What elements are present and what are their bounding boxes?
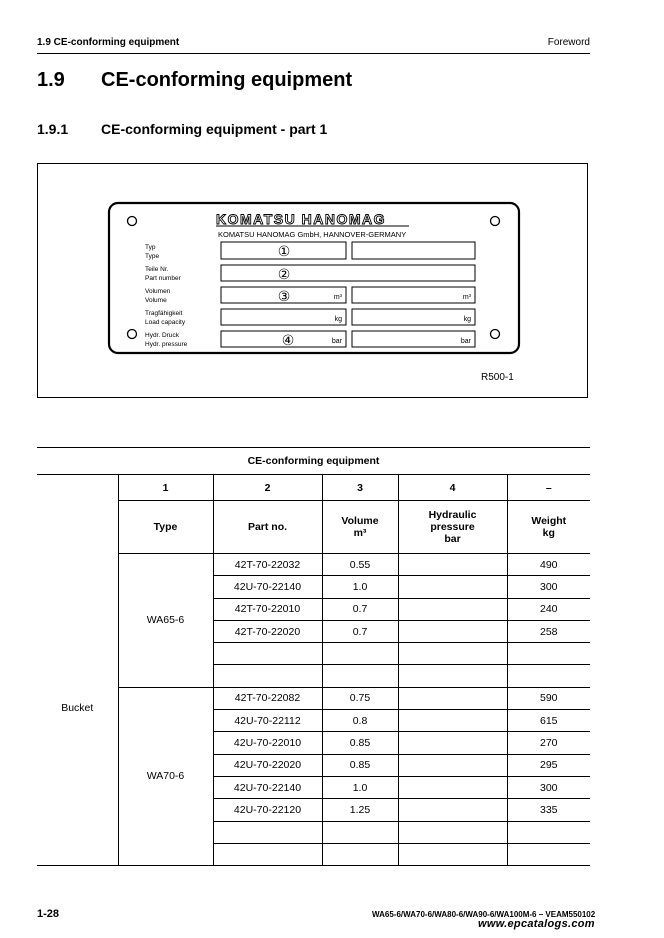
table-cell: 240 [507, 598, 590, 620]
table-cell: 590 [507, 687, 590, 709]
plate-label-en: Part number [145, 275, 181, 282]
plate-label-de: Volumen [145, 288, 171, 295]
table-cell [398, 821, 507, 843]
table-cell: 42U-70-22140 [213, 576, 322, 598]
plate-label-de: Hydr. Druck [145, 332, 179, 339]
table-cell [398, 687, 507, 709]
table-cell [322, 843, 398, 865]
page-number: 1-28 [37, 908, 60, 920]
plate-maker: KOMATSU HANOMAG GmbH, HANNOVER-GERMANY [218, 230, 407, 239]
figure-frame [37, 163, 588, 398]
table-cell: 42U-70-22120 [213, 799, 322, 821]
table-cell [398, 620, 507, 642]
column-header-row [37, 501, 590, 554]
table-title: CE-conforming equipment [37, 448, 590, 475]
plate-label-de: Typ [145, 244, 156, 251]
type-cell: WA70-6 [118, 687, 213, 865]
table-cell: 1.0 [322, 776, 398, 798]
table-cell: 0.85 [322, 754, 398, 776]
table-cell: 0.55 [322, 554, 398, 576]
table-cell [398, 710, 507, 732]
section-number: 1.9 [37, 69, 65, 91]
table-cell [398, 554, 507, 576]
plate-brand-logo: KOMATSU HANOMAG [216, 211, 387, 227]
plate-unit: m³ [333, 294, 342, 301]
table-cell [507, 843, 590, 865]
column-number: – [507, 475, 590, 501]
table-cell: 270 [507, 732, 590, 754]
column-header: Type [118, 501, 213, 554]
table-cell: 490 [507, 554, 590, 576]
table-cell: 295 [507, 754, 590, 776]
subsection-number: 1.9.1 [37, 121, 69, 137]
table-cell: 615 [507, 710, 590, 732]
column-header: Volume m³ [322, 501, 398, 554]
table-cell: 42T-70-22020 [213, 620, 322, 642]
table-cell [322, 643, 398, 665]
category-cell [37, 475, 118, 866]
table-cell: 0.7 [322, 620, 398, 642]
plate-marker: ② [277, 266, 291, 282]
table-cell: 42U-70-22020 [213, 754, 322, 776]
table-cell [213, 643, 322, 665]
table-cell: 300 [507, 576, 590, 598]
plate-label-en: Load capacity [145, 319, 186, 326]
subsection-title: CE-conforming equipment - part 1 [101, 121, 328, 137]
plate-marker: ③ [277, 288, 291, 304]
plate-label-en: Type [145, 253, 160, 260]
plate-unit: kg [334, 316, 342, 323]
table-title-row [37, 448, 590, 475]
plate-unit: m³ [462, 294, 471, 301]
table-cell [398, 665, 507, 687]
document-id: WA65-6/WA70-6/WA80-6/WA90-6/WA100M-6 – VEAM550102 [372, 910, 596, 919]
table-cell: 258 [507, 620, 590, 642]
table-cell: 1.25 [322, 799, 398, 821]
table-cell: 0.75 [322, 687, 398, 709]
table-row [37, 554, 590, 576]
table-cell [507, 643, 590, 665]
column-number-row [37, 475, 590, 501]
table-cell [398, 643, 507, 665]
table-cell [213, 821, 322, 843]
column-number: 2 [213, 475, 322, 501]
table-row [37, 687, 590, 709]
column-header: Weight kg [507, 501, 590, 554]
category-label: Bucket [61, 702, 94, 715]
equipment-table [37, 447, 590, 866]
plate-label-de: Teile Nr. [145, 266, 169, 273]
column-number: 4 [398, 475, 507, 501]
table-cell [398, 598, 507, 620]
table-cell: 1.0 [322, 576, 398, 598]
table-cell: 0.8 [322, 710, 398, 732]
table-cell: 42U-70-22112 [213, 710, 322, 732]
figure-caption: R500-1 [481, 372, 514, 383]
table-cell [398, 576, 507, 598]
table-cell: 0.85 [322, 732, 398, 754]
table-cell: 42T-70-22082 [213, 687, 322, 709]
rivet-icon [491, 217, 500, 226]
column-header: Part no. [213, 501, 322, 554]
table-cell [322, 821, 398, 843]
column-header: Hydraulic pressure bar [398, 501, 507, 554]
plate-unit: bar [331, 338, 342, 345]
plate-unit: kg [463, 316, 471, 323]
table-cell: 335 [507, 799, 590, 821]
column-number: 3 [322, 475, 398, 501]
section-title: CE-conforming equipment [101, 69, 353, 91]
running-header-section: 1.9 CE-conforming equipment [37, 37, 180, 48]
plate-marker: ① [277, 243, 291, 259]
table-cell: 42U-70-22140 [213, 776, 322, 798]
plate-marker: ④ [281, 332, 295, 348]
table-cell: 42T-70-22010 [213, 598, 322, 620]
table-cell [322, 665, 398, 687]
table-cell [507, 821, 590, 843]
header-rule [37, 53, 590, 54]
plate-label-en: Volume [145, 297, 167, 304]
table-cell: 42T-70-22032 [213, 554, 322, 576]
table-cell [398, 799, 507, 821]
watermark: www.epcatalogs.com [478, 918, 595, 930]
type-cell: WA65-6 [118, 554, 213, 688]
plate-unit: bar [460, 338, 471, 345]
nameplate-illustration [38, 164, 587, 397]
table-cell [213, 843, 322, 865]
table-cell: 300 [507, 776, 590, 798]
rivet-icon [128, 217, 137, 226]
table-cell [507, 665, 590, 687]
equipment-table-wrapper [37, 447, 590, 866]
plate-label-de: Tragfähigkeit [145, 310, 183, 317]
rivet-icon [491, 330, 500, 339]
table-cell [213, 665, 322, 687]
column-number: 1 [118, 475, 213, 501]
table-cell [398, 732, 507, 754]
table-cell [398, 754, 507, 776]
table-cell: 0.7 [322, 598, 398, 620]
plate-label-en: Hydr. pressure [145, 341, 188, 348]
rivet-icon [128, 330, 137, 339]
table-cell [398, 776, 507, 798]
table-cell [398, 843, 507, 865]
table-cell: 42U-70-22010 [213, 732, 322, 754]
running-header-chapter: Foreword [547, 37, 590, 48]
